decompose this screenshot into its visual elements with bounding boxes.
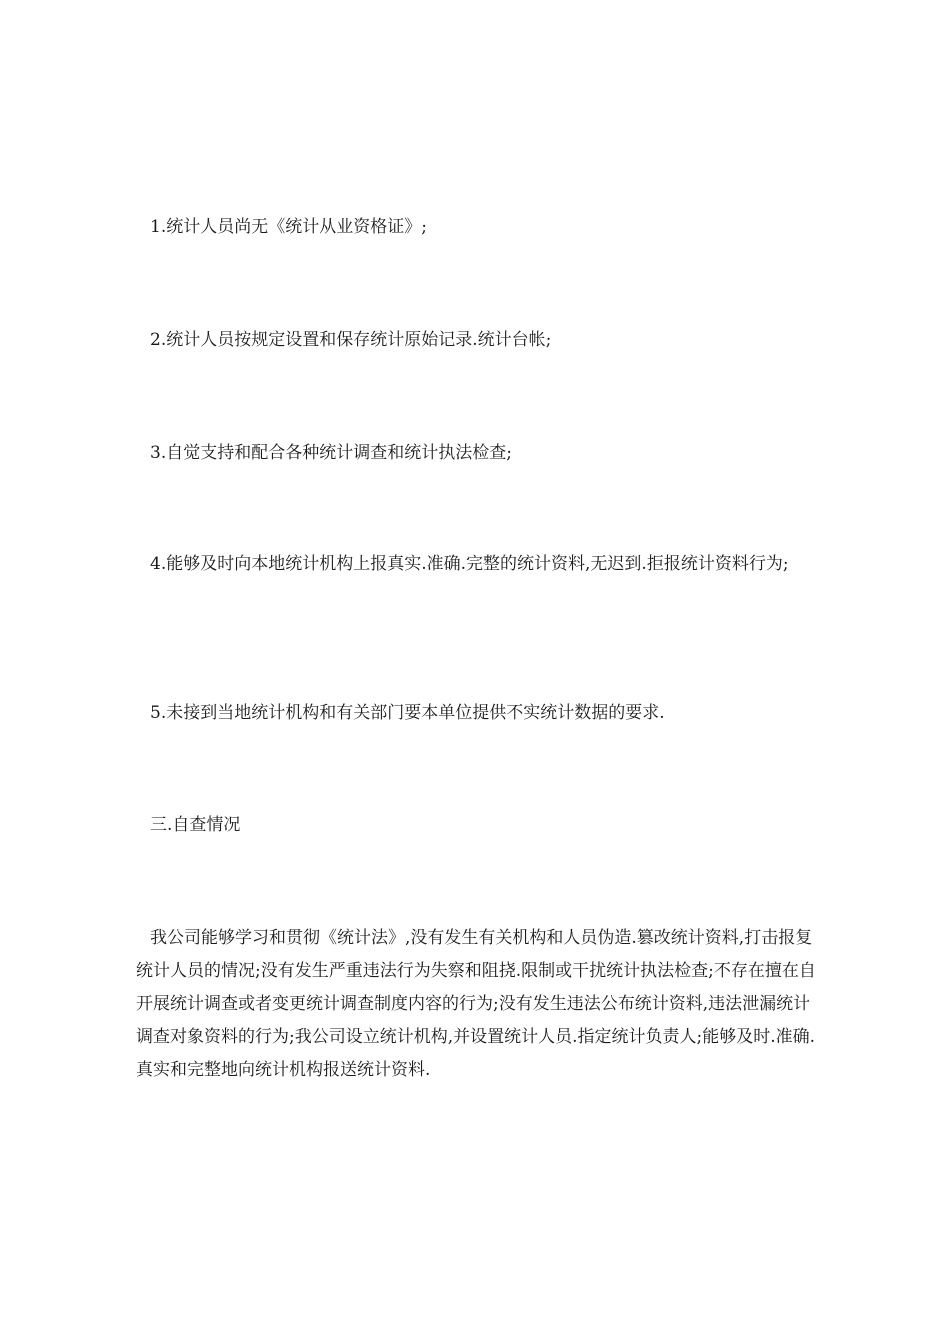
body-paragraph: 我公司能够学习和贯彻《统计法》,没有发生有关机构和人员伪造.篡改统计资料,打击报复统计人员的情况;没有发生严重违法行为失察和阻挠.限制或干扰统计执法检查;不存在擅在自开展统计调查或者变更统计调查制度内容的行为;没有发生违法公布统计资料,违法泄漏统计调查对象资料的行为;我公司设立统计机构,并设置统计人员.指定统计负责人;能够及时.准确.真实和完整地向统计机构报送统计资料. [136, 928, 816, 1080]
list-item-5: 5.未接到当地统计机构和有关部门要本单位提供不实统计数据的要求. [150, 703, 665, 723]
list-item-2: 2.统计人员按规定设置和保存统计原始记录.统计台帐; [150, 330, 552, 350]
list-item-3: 3.自觉支持和配合各种统计调查和统计执法检查; [150, 443, 512, 463]
section-heading: 三.自查情况 [150, 815, 241, 835]
list-item-4: 4.能够及时向本地统计机构上报真实.准确.完整的统计资料,无迟到.拒报统计资料行为; [150, 554, 789, 574]
list-item-1: 1.统计人员尚无《统计从业资格证》; [150, 217, 427, 237]
